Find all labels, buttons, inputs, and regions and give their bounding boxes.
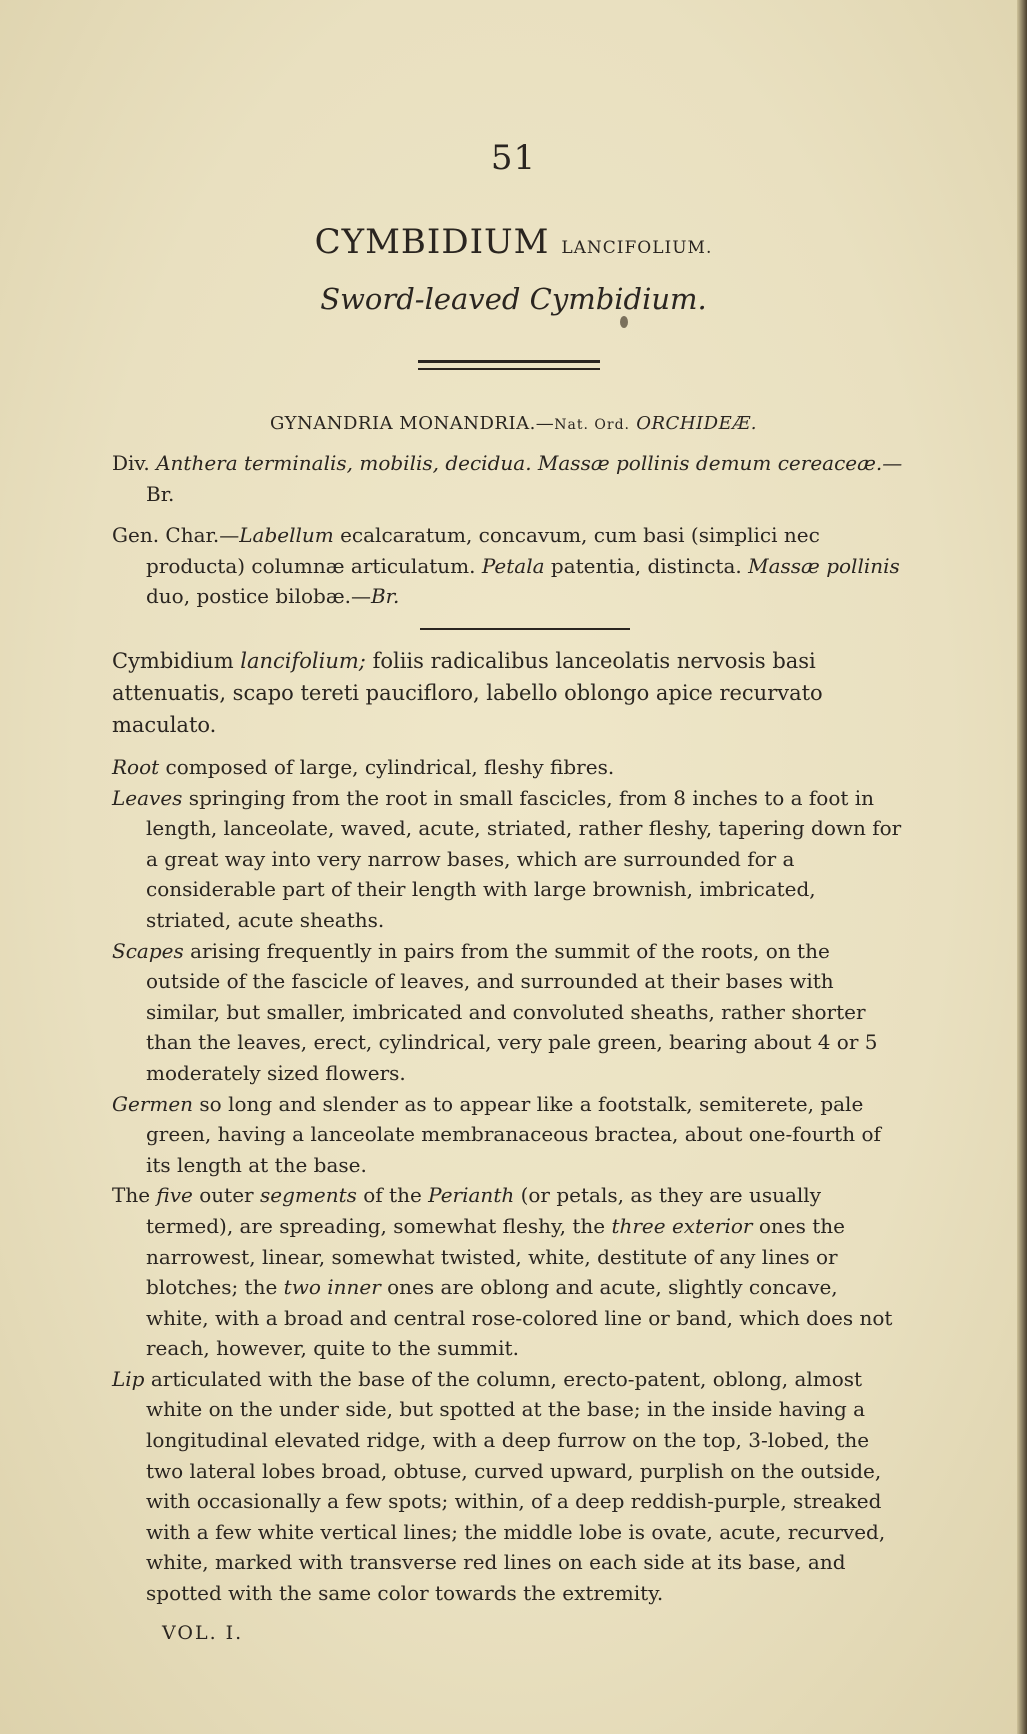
text-scapes: arising frequently in pairs from the summit of the roots, on the outside of the fascicle of leaves, and surrounded at their bases with similar, but smaller, imbricated and convoluted sheaths, rather shorter than the leaves, erect, cylindrical, very pale green, bearing about 4 or 5 moderately sized flowers. bbox=[146, 938, 878, 1085]
diagnosis-genus: Cymbidium bbox=[112, 649, 241, 673]
perianth-term-three-exterior: three exterior bbox=[611, 1213, 753, 1238]
text-germen: so long and slender as to appear like a footstalk, semiterete, pale green, having a lanceolate membranaceous bractea, about one-fourth of its length at the base. bbox=[146, 1091, 881, 1177]
gen-char-text-3: duo, postice bilobæ.— bbox=[146, 584, 371, 608]
paragraph-leaves bbox=[112, 783, 904, 936]
div-text-1: Anthera terminalis, mobilis, decidua. bbox=[156, 451, 532, 475]
double-rule bbox=[418, 360, 600, 370]
gen-char-author: Br. bbox=[370, 584, 400, 608]
text-root: composed of large, cylindrical, fleshy fibres. bbox=[159, 755, 615, 779]
gen-char-term-labellum: Labellum bbox=[239, 523, 334, 547]
single-rule bbox=[420, 628, 630, 630]
div-author: Br. bbox=[146, 481, 175, 506]
generic-character-paragraph bbox=[112, 520, 904, 612]
perianth-text-g: (or petals, as they are usually termed), are spreading, somewhat fleshy, the bbox=[146, 1183, 822, 1238]
diagnosis-block bbox=[112, 645, 904, 741]
page-subtitle: Sword-leaved Cymbidium. bbox=[320, 282, 707, 316]
gen-char-term-petala: Petala bbox=[481, 553, 545, 578]
gen-char-term-massae: Massæ pollinis bbox=[748, 553, 900, 578]
paragraph-perianth bbox=[112, 1180, 904, 1364]
diagnosis-text: foliis radicalibus lanceolatis nervosis basi attenuatis, scapo tereti paucifloro, labello oblongo apice recurvato maculato. bbox=[112, 649, 823, 737]
diagnosis-paragraph bbox=[112, 645, 904, 741]
text-leaves: springing from the root in small fascicles, from 8 inches to a foot in length, lanceolate, waved, acute, striated, rather fleshy, tapering down for a great way into very narrow bases, which are surrounded for a considerable part of their length with large brownish, imbricated, striated, acute sheaths. bbox=[146, 785, 902, 932]
perianth-text-k: ones are oblong and acute, slightly concave, white, with a broad and central rose-colored line or band, which does not reach, however, quite to the summit. bbox=[146, 1275, 893, 1361]
ink-spot bbox=[620, 316, 628, 328]
term-lip: Lip bbox=[112, 1366, 145, 1391]
paragraph-lip bbox=[112, 1364, 904, 1609]
perianth-text-c: outer bbox=[192, 1183, 260, 1208]
paragraph-germen bbox=[112, 1089, 904, 1181]
paragraph-root bbox=[112, 752, 904, 783]
term-germen: Germen bbox=[112, 1091, 194, 1116]
page-title bbox=[0, 222, 1027, 262]
division-paragraph bbox=[112, 448, 904, 509]
perianth-text-e: of the bbox=[356, 1183, 429, 1208]
diagnosis-species: lancifolium; bbox=[240, 649, 366, 673]
classification-main: GYNANDRIA MONANDRIA.— bbox=[270, 413, 555, 434]
description-block bbox=[112, 752, 904, 1609]
gen-char-text-2: patentia, distincta. bbox=[544, 553, 749, 578]
page-number: 51 bbox=[490, 138, 537, 178]
div-text-2: Massæ pollinis demum cereaceæ.— bbox=[537, 451, 903, 475]
div-label: Div. bbox=[112, 451, 150, 475]
term-scapes: Scapes bbox=[112, 938, 184, 963]
perianth-text-i: ones the narrowest, linear, somewhat twisted, white, destitute of any lines or blotches; the bbox=[146, 1213, 845, 1300]
paragraph-scapes bbox=[112, 936, 904, 1089]
perianth-text-a: The bbox=[112, 1183, 157, 1208]
perianth-term-perianth: Perianth bbox=[428, 1183, 515, 1208]
division-block bbox=[112, 448, 904, 509]
perianth-term-five: five bbox=[156, 1183, 193, 1208]
title-genus: CYMBIDIUM bbox=[314, 222, 550, 262]
generic-character-block bbox=[112, 520, 904, 612]
nat-ord-label: Nat. Ord. bbox=[554, 417, 631, 433]
nat-ord-value: ORCHIDEÆ. bbox=[636, 413, 757, 434]
perianth-term-segments: segments bbox=[259, 1183, 357, 1208]
gen-char-text-1: ecalcaratum, concavum, cum basi (simplici nec producta) columnæ articulatum. bbox=[146, 523, 820, 578]
volume-signature: VOL. I. bbox=[162, 1622, 244, 1644]
title-species: LANCIFOLIUM. bbox=[561, 238, 713, 258]
text-lip: articulated with the base of the column, erecto-patent, oblong, almost white on the under side, but spotted at the base; in the inside having a longitudinal elevated ridge, with a deep furrow on the top, 3-lobed, the two lateral lobes broad, obtuse, curved upward, purplish on the outside, with occasionally a few spots; within, of a deep reddish-purple, streaked with a few white vertical lines; the middle lobe is ovate, acute, recurved, white, marked with transverse red lines on each side at its base, and spotted with the same color towards the extremity. bbox=[144, 1366, 886, 1606]
perianth-term-two-inner: two inner bbox=[283, 1275, 381, 1300]
classification-line bbox=[0, 413, 1027, 434]
term-root: Root bbox=[112, 755, 160, 779]
gen-char-label: Gen. Char.— bbox=[112, 523, 240, 547]
term-leaves: Leaves bbox=[112, 785, 183, 810]
